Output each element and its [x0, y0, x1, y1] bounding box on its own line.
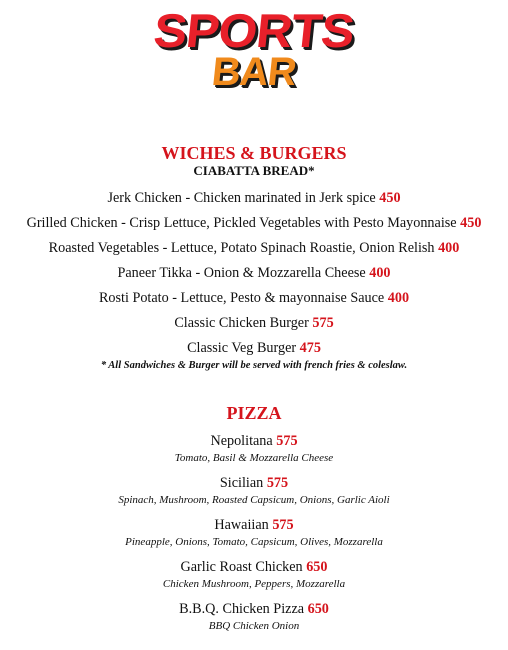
logo-line-bar: BAR — [209, 50, 299, 94]
sports-bar-logo — [0, 6, 508, 92]
logo-line-sports: SPORTS — [151, 4, 357, 58]
menu-item — [0, 517, 508, 533]
item-name: Grilled Chicken - Crisp Lettuce, Pickled Vegetables with Pesto Mayonnaise — [26, 215, 457, 231]
menu-item — [0, 601, 508, 617]
item-name: Rosti Potato - Lettuce, Pesto & mayonnaise Sauce — [98, 290, 385, 306]
menu-item — [0, 475, 508, 491]
menu-item — [0, 240, 508, 256]
item-name: Roasted Vegetables - Lettuce, Potato Spinach Roastie, Onion Relish — [48, 240, 435, 256]
item-price: 475 — [299, 340, 321, 356]
item-description: Chicken Mushroom, Peppers, Mozzarella — [162, 578, 346, 590]
menu-item — [0, 559, 508, 575]
item-price: 400 — [387, 290, 410, 306]
item-description: Spinach, Mushroom, Roasted Capsicum, Onions, Garlic Aioli — [118, 494, 390, 506]
menu-item — [0, 190, 508, 206]
item-name: Paneer Tikka - Onion & Mozzarella Cheese — [117, 265, 366, 281]
item-price: 400 — [438, 240, 460, 256]
sandwiches-section-header — [0, 143, 508, 178]
item-price: 650 — [306, 559, 328, 575]
menu-item — [0, 315, 508, 331]
item-price: 575 — [276, 433, 298, 449]
item-price: 575 — [266, 475, 289, 491]
sandwiches-note: * All Sandwiches & Burger will be served with french fries & coleslaw. — [100, 360, 408, 371]
menu-item — [0, 265, 508, 281]
item-name: B.B.Q. Chicken Pizza — [179, 601, 305, 617]
item-price: 400 — [369, 265, 391, 281]
item-description: Pineapple, Onions, Tomato, Capsicum, Olives, Mozzarella — [125, 536, 383, 548]
item-name: Nepolitana — [210, 433, 273, 449]
section-title: PIZZA — [226, 403, 282, 423]
item-price: 450 — [379, 190, 401, 206]
item-name: Classic Veg Burger — [187, 340, 297, 356]
menu-item — [0, 433, 508, 449]
item-name: Sicilian — [219, 475, 264, 491]
item-name: Hawaiian — [214, 517, 269, 533]
item-price: 650 — [307, 601, 329, 617]
item-price: 450 — [460, 215, 482, 231]
item-price: 575 — [272, 517, 294, 533]
item-price: 575 — [312, 315, 334, 331]
item-name: Garlic Roast Chicken — [180, 559, 303, 575]
item-description: BBQ Chicken Onion — [208, 620, 300, 632]
menu-item — [0, 340, 508, 356]
item-description: Tomato, Basil & Mozzarella Cheese — [174, 452, 334, 464]
menu-item — [0, 215, 508, 231]
section-title: WICHES & BURGERS — [161, 143, 347, 163]
section-subtitle: CIABATTA BREAD* — [193, 163, 315, 178]
menu-item — [0, 290, 508, 306]
item-name: Classic Chicken Burger — [174, 315, 309, 331]
item-name: Jerk Chicken - Chicken marinated in Jerk spice — [107, 190, 376, 206]
pizza-section-header — [0, 403, 508, 423]
